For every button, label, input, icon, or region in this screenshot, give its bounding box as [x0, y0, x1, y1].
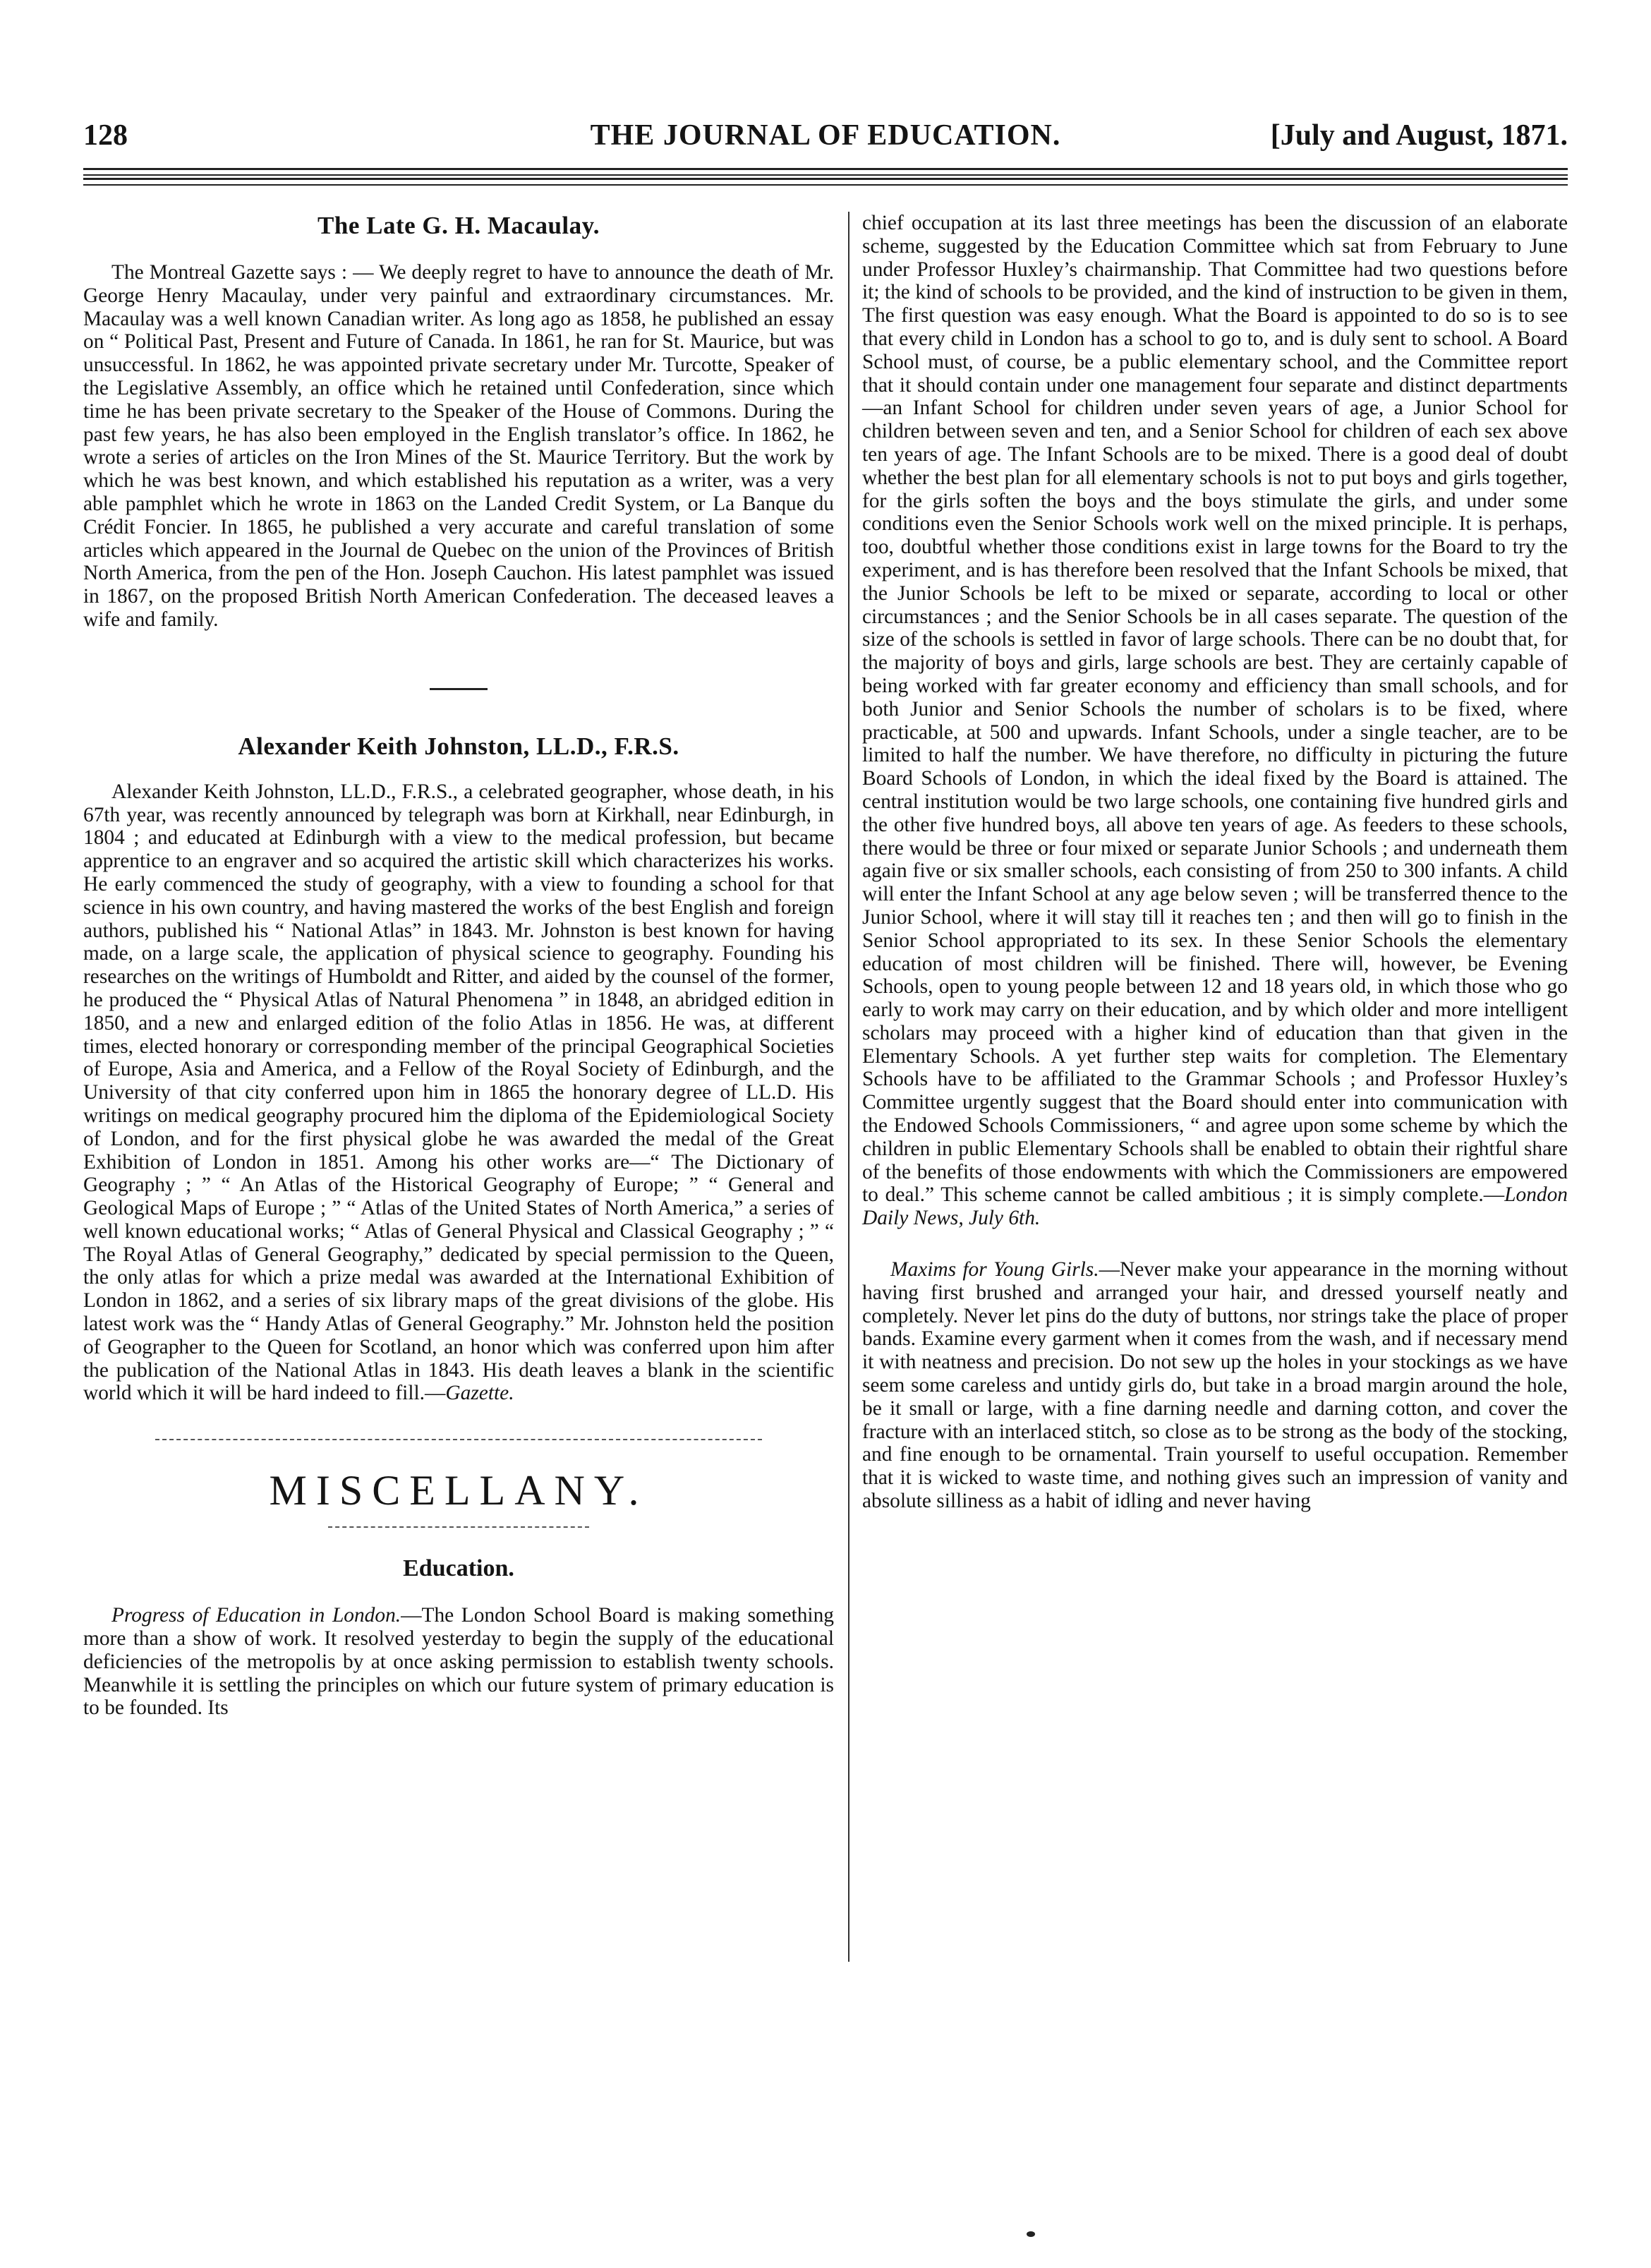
column-divider: [848, 212, 849, 1962]
maxims-lead: Maxims for Young Girls.: [890, 1258, 1099, 1281]
london-body: —The London School Board is making something more than a show of work. It resolved yesterday to begin the supply of the educational deficiencies of the metropolis by at once asking permission to establish twenty schools. Meanwhile it is settling the principles on which our future system of primary education is to be founded. Its: [83, 1604, 834, 1720]
johnston-title: Alexander Keith Johnston, LL.D., F.R.S.: [238, 732, 679, 760]
johnston-text: Alexander Keith Johnston, LL.D., F.R.S., a celebrated geographer, whose death, in his 67th year, was recently announced by telegraph was born at Kirkhall, near Edinburgh, in 1804 ; and educated at Edinburgh with a view to the medical profession, but became apprentice to an engraver and so acquired the artistic skill which characterizes his works. He early commenced the study of geography, with a view to founding a school for that science in his own country, and having mastered the works of the best English and foreign authors, published his “ National Atlas” in 1843. Mr. Johnston is best known for having made, on a large scale, the application of physical science to geography. Founding his researches on the writings of Humboldt and Ritter, and aided by the counsel of the former, he produced the “ Physical Atlas of Natural Phenomena ” in 1848, an abridged edition in 1850, and a new and enlarged edition of the folio Atlas in 1856. He was, at different times, elected honorary or corresponding member of the principal Geographical Societies of Europe, Asia and America, and a Fellow of the Royal Society of Edinburgh, and the University of that city conferred upon him in 1865 the honorary degree of LL.D. His writings on medical geography procured him the diploma of the Epidemiological Society of London, and for the first physical globe he was awarded the medal of the Great Exhibition of London in 1851. Among his other works are—“ The Dictionary of Geography ; ” “ An Atlas of the Historical Geography of Europe; ” “ General and Geological Maps of Europe ; ” “ Atlas of the United States of North America,” a series of well known educational works; “ Atlas of General Physical and Classical Geography ; ” “ The Royal Atlas of General Geography,” dedicated by special permission to the Queen, the only atlas for which a prize medal was awarded at the International Exhibition of London in 1862, and a series of six library maps of the great divisions of the globe. His latest work was the “ Handy Atlas of General Geography.” Mr. Johnston held the position of Geographer to the Queen for Scotland, an honor which was conferred upon him after the publication of the National Atlas in 1843. His death leaves a blank in the scientific world which it will be hard indeed to fill.—: [83, 780, 834, 1405]
issue-date: [July and August, 1871.: [1270, 119, 1568, 152]
header-rule-lower: [83, 178, 1568, 186]
london-continued-text: chief occupation at its last three meetings has been the discussion of an elaborate scheme, suggested by the Education Committee which sat from February to June under Professor Huxley’s chairmanship. That Committee had two questions before it; the kind of schools to be provided, and the kind of instruction to be given in them, The first question was easy enough. What the Board is appointed to do so is to see that every child in London has a school to go to, and is duly sent to school. A Board School must, of course, be a public elementary school, and the Committee report that it should contain under one management four separate and distinct departments—an Infant School for children under seven years of age, a Junior School for children between seven and ten, and a Senior School for children of each sex above ten years of age. The Infant Schools are to be mixed. There is a good deal of doubt whether the best plan for all elementary schools is not to put boys and girls together, for the girls soften the boys and the boys stimulate the girls, and under some conditions even the Senior Schools work well on the mixed principle. It is perhaps, too, doubtful whether those conditions exist in large towns for the Board to try the experiment, and is has therefore been resolved that the Infant Schools be mixed, that the Junior Schools be left to be mixed or separate, according to local or other circumstances ; and the Senior Schools be in all cases separate. The question of the size of the schools is settled in favor of large schools. There can be no doubt that, for the majority of boys and girls, large schools are best. They are certainly capable of being worked with far greater economy and efficiency than small schools, and for both Junior and Senior Schools the number of scholars is to be fixed, where practicable, at 500 and upwards. Infant Schools, under a single teacher, are to be limited to half the number. We have therefore, no difficulty in picturing the future Board Schools of London, in which the ideal fixed by the Board is attained. The central institution would be two large schools, one containing five hundred girls and the other five hundred boys, all above ten years of age. As feeders to these schools, there would be three or four mixed or separate Junior Schools ; and underneath them again five or six smaller schools, each consisting of from 250 to 300 infants. A child will enter the Infant School at any age below seven ; will be transferred thence to the Junior School, where it will stay till it reaches ten ; and then will go to finish in the Senior School appropriated to its sex. In these Senior Schools the elementary education of most children will be finished. There will, however, be Evening Schools, open to young people between 12 and 18 years old, in which those who go early to work may carry on their education, and by which older and more intelligent scholars may proceed with a higher kind of education than that given in the Elementary Schools. A yet further step waits for completion. The Elementary Schools have to be affiliated to the Grammar Schools ; and Professor Huxley’s Committee urgently suggest that the Board should enter into communication with the Endowed Schools Commissioners, “ and agree upon some scheme by which the children in public Elementary Schools shall be enabled to obtain their rightful share of the benefits of those endowments with which the Commissioners are empowered to deal.” This scheme cannot be called ambitious ; it is simply complete.—: [862, 212, 1568, 1207]
header-rule: [83, 168, 1568, 176]
page-number: 128: [83, 119, 128, 152]
maxims-article: [862, 1258, 1568, 1513]
johnston-body: [83, 780, 834, 1406]
left-column: [83, 212, 834, 1720]
right-column: [862, 212, 1568, 1513]
macaulay-body: The Montreal Gazette says : — We deeply regret to have to announce the death of Mr. George Henry Macaulay, under very painful and extraordinary circumstances. Mr. Macaulay was a well known Canadian writer. As long ago as 1858, he published an essay on “ Political Past, Present and Future of Canada. In 1861, he ran for St. Maurice, but was unsuccessful. In 1862, he was appointed private secretary under Mr. Turcotte, Speaker of the Legislative Assembly, an office which he retained until Confederation, since which time he has been private secretary to the Speaker of the House of Commons. During the past few years, he has also been employed in the English translator’s office. In 1862, he wrote a series of articles on the Iron Mines of the St. Maurice Territory. But the work by which he was best known, and which established his reputation as a writer, was a very able pamphlet which he wrote in 1863 on the Landed Credit System, or La Banque du Crédit Foncier. In 1865, he published a very accurate and careful translation of some articles which appeared in the Journal de Quebec on the union of the Provinces of British North America, from the pen of the Hon. Joseph Cauchon. His latest pamphlet was issued in 1867, on the proposed British North American Confederation. The deceased leaves a wife and family.: [83, 261, 834, 631]
education-heading: Education.: [403, 1555, 514, 1582]
printers-mark: [1027, 2231, 1035, 2237]
maxims-body: —Never make your appearance in the morning without having first brushed and arranged your hair, and dressed yourself neatly and completely. Never let pins do the duty of buttons, nor strings take the place of proper bands. Examine every garment when it comes from the wash, and if necessary mend it with neatness and precision. Do not sew up the holes in your stockings as we have seem some careless and untidy girls do, but take in a broad margin around the hole, be it small or large, with a fine darning needle and darning cotton, and cover the fracture with an interlaced stitch, so close as to be strong as the body of the stocking, and fine enough to be ornamental. Train yourself to useful occupation. Remember that it is wicked to waste time, and nothing gives such an impression of vanity and absolute silliness as a habit of idling and never having: [862, 1258, 1568, 1513]
london-continued: [862, 212, 1568, 1230]
london-lead: Progress of Education in London.: [111, 1604, 401, 1627]
journal-title: THE JOURNAL OF EDUCATION.: [590, 119, 1061, 152]
london-source: London Daily News, July 6th.: [862, 1183, 1568, 1230]
london-article: [83, 1604, 834, 1720]
johnston-signature: Gazette.: [445, 1382, 514, 1405]
running-header: [83, 119, 1568, 161]
miscellany-heading: MISCELLANY.: [269, 1467, 648, 1514]
macaulay-title: The Late G. H. Macaulay.: [318, 212, 600, 239]
